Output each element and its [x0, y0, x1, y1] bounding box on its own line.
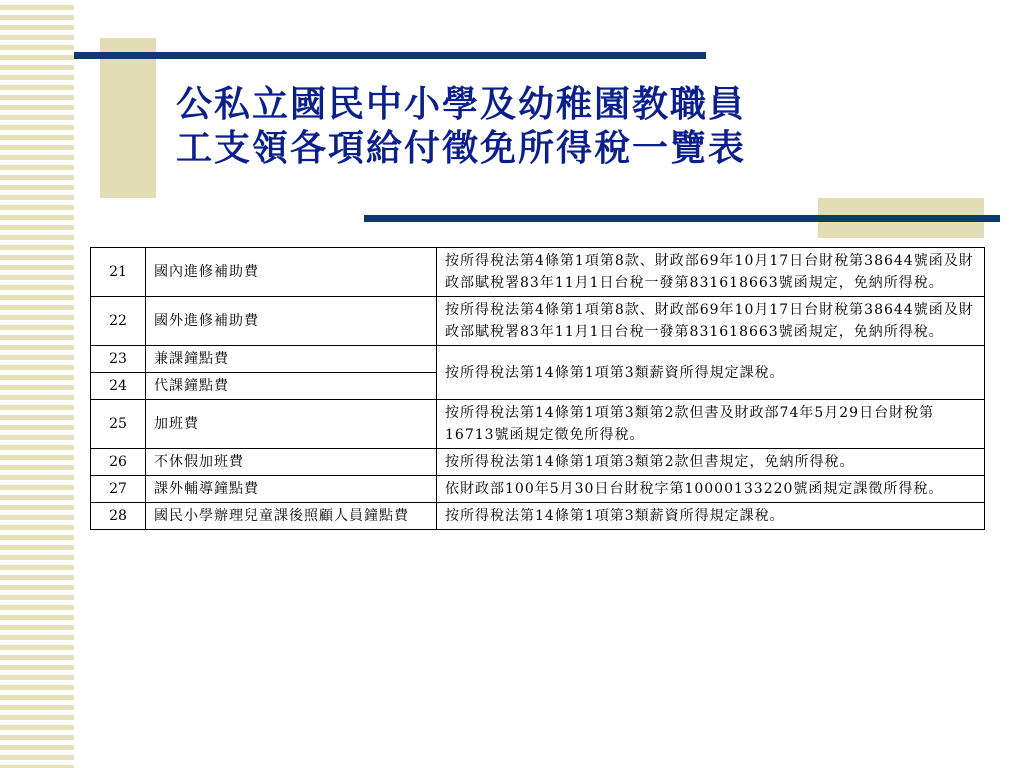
- tax-rule: 按所得稅法第4條第1項第8款、財政部69年10月17日台財稅第38644號函及財政部賦稅署83年11月1日台稅一發第831618663號函規定，免納所得稅。: [437, 248, 985, 297]
- row-number: 27: [91, 476, 146, 503]
- row-number: 26: [91, 449, 146, 476]
- tax-table: [90, 247, 985, 530]
- table-row: [91, 346, 985, 373]
- item-name: 國民小學辦理兒童課後照顧人員鐘點費: [146, 503, 437, 530]
- table-row: [91, 297, 985, 346]
- row-number: 21: [91, 248, 146, 297]
- row-number: 23: [91, 346, 146, 373]
- item-name: 兼課鐘點費: [146, 346, 437, 373]
- item-name: 國外進修補助費: [146, 297, 437, 346]
- page-title-line-1: 公私立國民中小學及幼稚園教職員: [176, 83, 747, 125]
- table-row: [91, 400, 985, 449]
- title-rule-top: [74, 52, 706, 59]
- table-row: [91, 449, 985, 476]
- item-name: 不休假加班費: [146, 449, 437, 476]
- page-title: [176, 82, 966, 170]
- row-number: 28: [91, 503, 146, 530]
- page-title-line-2: 工支領各項給付徵免所得稅一覽表: [176, 127, 747, 169]
- row-number: 24: [91, 373, 146, 400]
- tax-rule: 按所得稅法第14條第1項第3類薪資所得規定課稅。: [437, 503, 985, 530]
- tax-rule: 按所得稅法第14條第1項第3類第2款但書規定，免納所得稅。: [437, 449, 985, 476]
- tax-rule: 按所得稅法第14條第1項第3類第2款但書及財政部74年5月29日台財稅第16713號函規定徵免所得稅。: [437, 400, 985, 449]
- item-name: 課外輔導鐘點費: [146, 476, 437, 503]
- tax-rule: 依財政部100年5月30日台財稅字第10000133220號函規定課徵所得稅。: [437, 476, 985, 503]
- item-name: 代課鐘點費: [146, 373, 437, 400]
- table-row: [91, 503, 985, 530]
- tax-rule: 按所得稅法第14條第1項第3類薪資所得規定課稅。: [437, 346, 985, 400]
- row-number: 22: [91, 297, 146, 346]
- decorative-stripes: [0, 0, 74, 768]
- row-number: 25: [91, 400, 146, 449]
- item-name: 加班費: [146, 400, 437, 449]
- item-name: 國內進修補助費: [146, 248, 437, 297]
- decorative-block-top: [100, 38, 156, 198]
- table-row: [91, 476, 985, 503]
- table-row: [91, 248, 985, 297]
- tax-rule: 按所得稅法第4條第1項第8款、財政部69年10月17日台財稅第38644號函及財政部賦稅署83年11月1日台稅一發第831618663號函規定，免納所得稅。: [437, 297, 985, 346]
- tax-table-body: [91, 248, 985, 530]
- title-rule-bottom: [364, 215, 1000, 222]
